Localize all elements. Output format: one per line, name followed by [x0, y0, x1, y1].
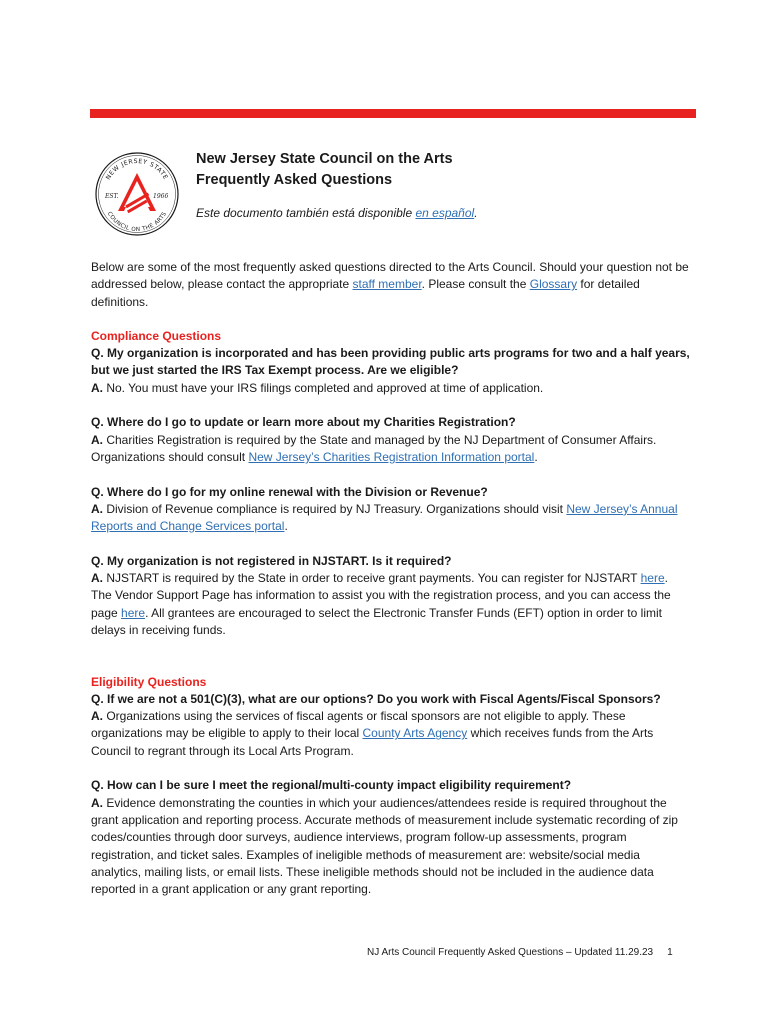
svg-text:NEW JERSEY STATE: NEW JERSEY STATE: [104, 157, 170, 182]
page-footer: [367, 947, 673, 958]
faq-item: [91, 777, 691, 898]
svg-text:1966: 1966: [153, 193, 169, 200]
answer: A. No. You must have your IRS filings completed and approved at time of application.: [91, 380, 544, 395]
answer: A. Evidence demonstrating the counties in which your audiences/attendees reside is required throughout the grant application and reporting process. Accurate methods of measurement include systematic recording of zip codes/counties through door surveys, audience interviews, program follow-up assessments, program registration, and ticket sales. Examples of ineligible methods of measurement are: website/social media analytics, mailing lists, or email lists. These ineligible methods should not be included in the audience data reported in a grant application or any grant reporting.: [91, 795, 678, 897]
intro-paragraph: Below are some of the most frequently asked questions directed to the Arts Council. Should your question not be addressed below, please contact the appropriate staff member. Please consult the Glossary for detailed definitions.: [91, 260, 689, 309]
header-red-bar: [90, 109, 696, 118]
answer: A. Organizations using the services of fiscal agents or fiscal sponsors are not eligible to apply. These organizations may be eligible to apply to their local County Arts Agency which receives funds from the Arts Council to regrant through its Local Arts Program.: [91, 709, 654, 758]
staff-member-link[interactable]: staff member: [352, 277, 422, 292]
vendor-support-page-link[interactable]: here: [121, 605, 146, 620]
answer: A. NJSTART is required by the State in order to receive grant payments. You can register for NJSTART here. The Vendor Support Page has information to assist you with the registration process, and you can access the page here. All grantees are encouraged to select the Electronic Transfer Funds (EFT) option in order to limit delays in receiving funds.: [91, 571, 671, 637]
answer: A. Charities Registration is required by the State and managed by the NJ Department of Consumer Affairs. Organizations should consult New Jersey’s Charities Registration Information portal.: [91, 432, 657, 464]
document-title: [196, 149, 453, 191]
question: Q. My organization is incorporated and has been providing public arts programs for two and a half years, but we just started the IRS Tax Exempt process. Are we eligible?: [91, 346, 690, 378]
faq-item: [91, 691, 691, 760]
question: Q. Where do I go for my online renewal with the Division or Revenue?: [91, 484, 488, 499]
nj-arts-council-seal-logo: [94, 151, 180, 237]
faq-item: [91, 345, 691, 397]
annual-reports-portal-link[interactable]: New Jersey’s Annual Reports and Change Services portal: [91, 501, 678, 534]
county-arts-agency-link[interactable]: County Arts Agency: [362, 726, 468, 741]
charities-registration-link[interactable]: New Jersey’s Charities Registration Information portal: [248, 449, 535, 464]
title-line-1: New Jersey State Council on the Arts: [196, 151, 453, 167]
question: Q. Where do I go to update or learn more about my Charities Registration?: [91, 415, 516, 430]
faq-item: [91, 414, 691, 466]
faq-item: [91, 484, 691, 536]
title-line-2: Frequently Asked Questions: [196, 172, 393, 188]
svg-text:COUNCIL ON THE ARTS: COUNCIL ON THE ARTS: [105, 210, 169, 234]
question: Q. How can I be sure I meet the regional/multi-county impact eligibility requirement?: [91, 778, 572, 793]
question: Q. My organization is not registered in NJSTART. Is it required?: [91, 553, 452, 568]
faq-content: [91, 259, 691, 916]
footer-text: NJ Arts Council Frequently Asked Questions – Updated 11.29.23: [367, 947, 654, 958]
spanish-version-link[interactable]: en español: [415, 206, 475, 220]
page-number: 1: [667, 947, 673, 958]
glossary-link[interactable]: Glossary: [529, 277, 578, 292]
eligibility-questions-heading: Eligibility Questions: [91, 674, 207, 689]
question: Q. If we are not a 501(C)(3), what are our options? Do you work with Fiscal Agents/Fiscal Sponsors?: [91, 691, 661, 706]
svg-text:EST.: EST.: [105, 193, 119, 200]
faq-item: [91, 553, 691, 639]
spanish-availability-note: Este documento también está disponible en español.: [196, 206, 478, 220]
njstart-register-link[interactable]: here: [640, 571, 665, 586]
compliance-questions-heading: Compliance Questions: [91, 328, 222, 343]
answer: A. Division of Revenue compliance is required by NJ Treasury. Organizations should visit New Jersey’s Annual Reports and Change Services portal.: [91, 501, 678, 534]
